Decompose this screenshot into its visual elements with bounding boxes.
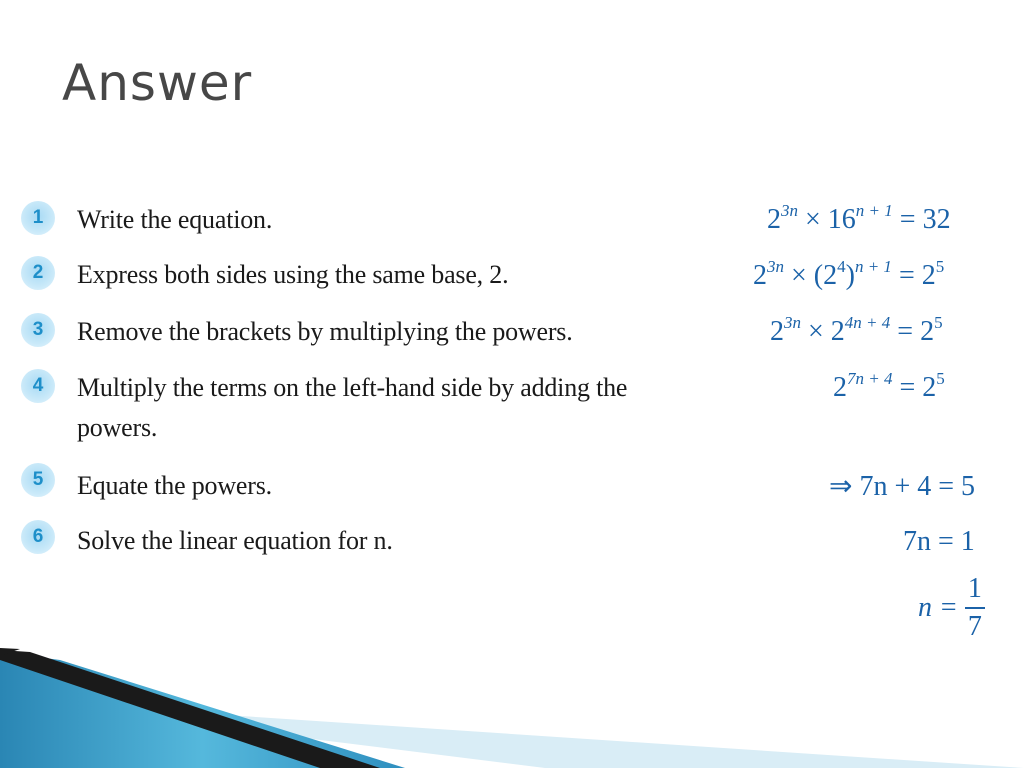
fraction: $\frac{1}{7}$ xyxy=(965,575,985,641)
step-text: Write the equation. xyxy=(77,205,273,234)
equation-step-2: $2^{3n} \times (2^4)^{n + 1} = 2^5$ xyxy=(753,257,945,291)
equation-step-4: $2^{7n + 4} = 2^5$ xyxy=(833,369,945,403)
equation-step-1: $2^{3n} \times 16^{n + 1} = 32$ xyxy=(767,201,951,235)
equation-step-6: 7n = 1 xyxy=(903,526,975,557)
step-text: Express both sides using the same base, 2. xyxy=(77,260,509,289)
slide-title: Answer xyxy=(62,54,253,112)
step-text: Equate the powers. xyxy=(77,471,272,500)
step-number-badge: 5 xyxy=(21,463,55,497)
step-text: Remove the brackets by multiplying the powers. xyxy=(77,317,573,346)
equation-step-5: ⇒ 7n + 4 = 5 xyxy=(829,471,976,502)
step-text: Multiply the terms on the left-hand side by adding the powers. xyxy=(77,373,628,442)
step-number-badge: 3 xyxy=(21,313,55,347)
step-number-badge: 6 xyxy=(21,520,55,554)
equation-solution: n = $\frac{1}{7}$ xyxy=(918,575,985,641)
step-number-badge: 1 xyxy=(21,201,55,235)
step-number-badge: 2 xyxy=(21,256,55,290)
step-number-badge: 4 xyxy=(21,369,55,403)
step-text: Solve the linear equation for n. xyxy=(77,526,393,555)
equation-step-3: $2^{3n} \times 2^{4n + 4} = 2^5$ xyxy=(770,313,943,347)
